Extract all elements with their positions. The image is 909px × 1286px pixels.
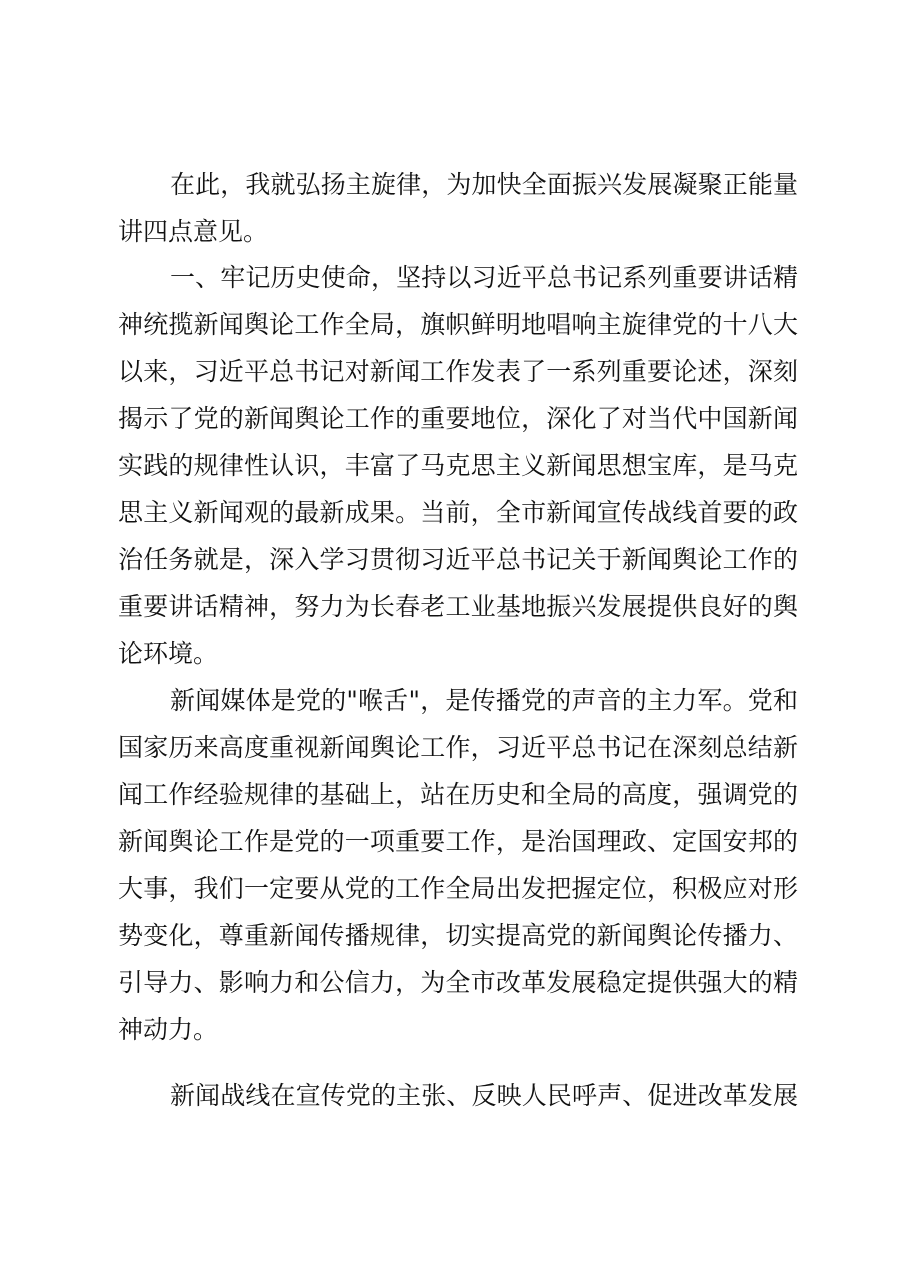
paragraph-line: 神统揽新闻舆论工作全局，旗帜鲜明地唱响主旋律党的十八大	[118, 310, 798, 339]
paragraph-line: 大事，我们一定要从党的工作全局出发把握定位，积极应对形	[118, 874, 798, 903]
paragraph-line: 引导力、影响力和公信力，为全市改革发展稳定提供强大的精	[118, 968, 798, 997]
paragraph-line: 重要讲话精神，努力为长春老工业基地振兴发展提供良好的舆	[118, 592, 798, 621]
paragraph-line: 揭示了党的新闻舆论工作的重要地位，深化了对当代中国新闻	[118, 404, 798, 433]
paragraph-line: 新闻媒体是党的"喉舌"，是传播党的声音的主力军。党和	[170, 686, 798, 715]
paragraph-line: 一、牢记历史使命，坚持以习近平总书记系列重要讲话精	[170, 263, 798, 292]
paragraph-line: 思主义新闻观的最新成果。当前，全市新闻宣传战线首要的政	[118, 498, 798, 527]
paragraph-line: 治任务就是，深入学习贯彻习近平总书记关于新闻舆论工作的	[118, 545, 798, 574]
paragraph-line: 在此，我就弘扬主旋律，为加快全面振兴发展凝聚正能量	[170, 170, 798, 199]
paragraph-line: 实践的规律性认识，丰富了马克思主义新闻思想宝库，是马克	[118, 451, 798, 480]
paragraph-line: 新闻舆论工作是党的一项重要工作，是治国理政、定国安邦的	[118, 827, 798, 856]
paragraph-line: 神动力。	[118, 1015, 219, 1044]
paragraph-line: 闻工作经验规律的基础上，站在历史和全局的高度，强调党的	[118, 780, 798, 809]
paragraph-line: 国家历来高度重视新闻舆论工作，习近平总书记在深刻总结新	[118, 733, 798, 762]
paragraph-line: 论环境。	[118, 639, 219, 668]
paragraph-line: 新闻战线在宣传党的主张、反映人民呼声、促进改革发展	[170, 1081, 798, 1110]
paragraph-line: 讲四点意见。	[118, 217, 269, 246]
paragraph-line: 势变化，尊重新闻传播规律，切实提高党的新闻舆论传播力、	[118, 921, 798, 950]
paragraph-line: 以来，习近平总书记对新闻工作发表了一系列重要论述，深刻	[118, 357, 798, 386]
